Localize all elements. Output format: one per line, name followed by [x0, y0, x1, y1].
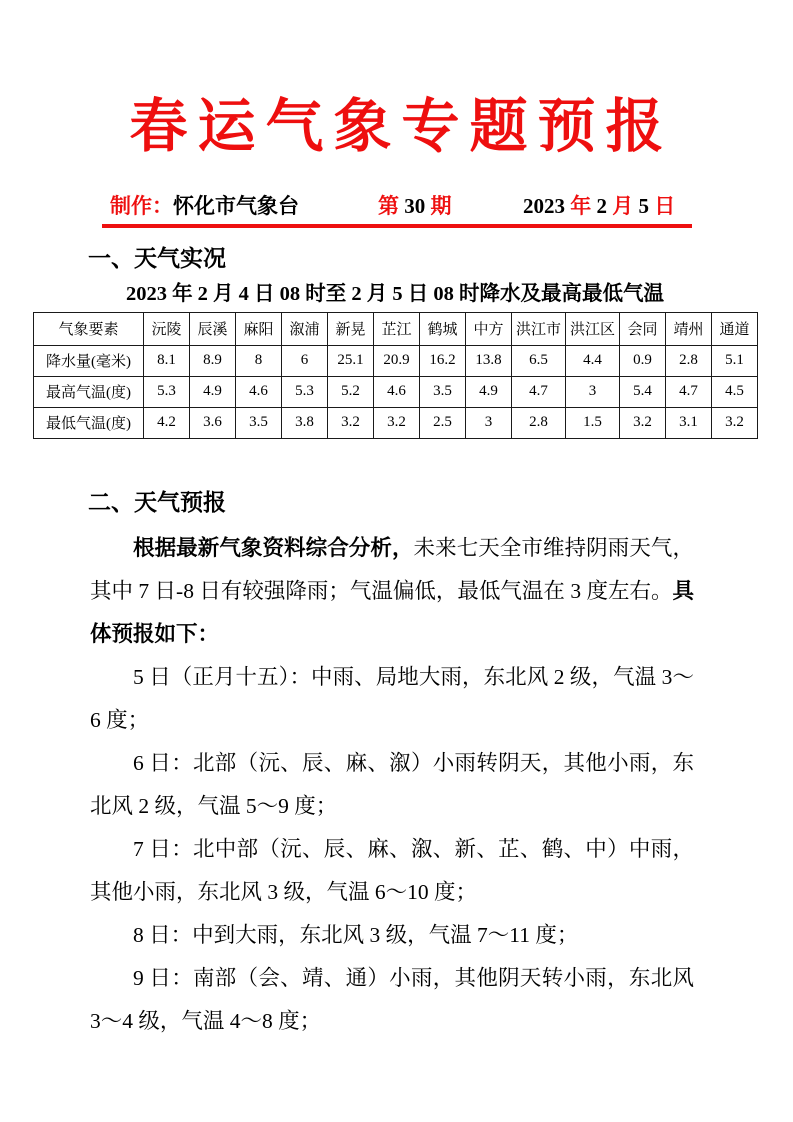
intro-bold-lead: 根据最新气象资料综合分析， [133, 535, 414, 560]
forecast-paragraph-day7: 7 日：北中部（沅、辰、麻、溆、新、芷、鹤、中）中雨，其他小雨，东北风 3 级，气温 6～10 度； [90, 836, 694, 904]
table-cell: 2.8 [666, 345, 712, 376]
table-header-row [34, 312, 758, 345]
table-header-cell: 洪江市 [512, 312, 566, 345]
publish-date [523, 190, 675, 220]
table-cell: 25.1 [328, 345, 374, 376]
forecast-paragraph-day5: 5 日（正月十五）：中雨、局地大雨，东北风 2 级，气温 3～6 度； [90, 664, 694, 732]
table-cell: 4.5 [712, 376, 758, 407]
table-cell: 8.9 [190, 345, 236, 376]
table-cell: 4.2 [144, 407, 190, 438]
table-header-cell: 中方 [466, 312, 512, 345]
table-cell: 2.8 [512, 407, 566, 438]
table-header-cell: 洪江区 [566, 312, 620, 345]
table-header-cell: 靖州 [666, 312, 712, 345]
document-title: 春运气象专题预报 [129, 94, 674, 159]
table-header-cell: 沅陵 [144, 312, 190, 345]
table-cell: 4.9 [190, 376, 236, 407]
table-cell: 3 [466, 407, 512, 438]
table-cell: 20.9 [374, 345, 420, 376]
table-row-min-temp [34, 407, 758, 438]
table-cell: 4.6 [236, 376, 282, 407]
date-year-unit: 年 [565, 194, 597, 219]
date-day-unit: 日 [649, 194, 676, 219]
issue-suffix: 期 [425, 194, 452, 219]
maker-info [110, 190, 299, 220]
table-cell: 8 [236, 345, 282, 376]
table-cell: 5.3 [144, 376, 190, 407]
table-cell: 3.2 [620, 407, 666, 438]
table-header-cell: 新晃 [328, 312, 374, 345]
issue-value: 30 [404, 194, 426, 219]
section-weather-actual-heading: 一、天气实况 [88, 245, 226, 271]
date-month: 2 [596, 194, 607, 219]
table-cell: 13.8 [466, 345, 512, 376]
table-row-max-temp [34, 376, 758, 407]
table-header-cell: 气象要素 [34, 312, 144, 345]
table-cell: 3.2 [374, 407, 420, 438]
table-cell: 3.1 [666, 407, 712, 438]
table-header-cell: 通道 [712, 312, 758, 345]
table-cell: 4.6 [374, 376, 420, 407]
intro-bold-tail: 具体预报如下： [90, 578, 694, 646]
table-header-cell: 辰溪 [190, 312, 236, 345]
section-forecast-heading: 二、天气预报 [88, 489, 226, 515]
maker-label: 制作： [110, 194, 173, 219]
table-header-cell: 芷江 [374, 312, 420, 345]
table-cell: 4.7 [512, 376, 566, 407]
row-label-cell: 降水量(毫米) [34, 345, 144, 376]
table-header-cell: 会同 [620, 312, 666, 345]
table-header-cell: 麻阳 [236, 312, 282, 345]
table-cell: 1.5 [566, 407, 620, 438]
date-month-unit: 月 [607, 194, 639, 219]
row-label-cell: 最低气温(度) [34, 407, 144, 438]
weather-table [33, 312, 758, 439]
forecast-paragraph-day8: 8 日：中到大雨，东北风 3 级，气温 7～11 度； [133, 922, 579, 947]
intro-body-text: 未来七天全市维持阴雨天气，其中 7 日-8 日有较强降雨；气温偏低，最低气温在 3 度左右。 [90, 535, 694, 603]
table-cell: 6 [282, 345, 328, 376]
table-cell: 4.7 [666, 376, 712, 407]
forecast-paragraph-day9: 9 日：南部（会、靖、通）小雨，其他阴天转小雨，东北风 3～4 级，气温 4～8 度； [90, 965, 694, 1033]
date-year: 2023 [523, 194, 565, 219]
table-cell: 4.9 [466, 376, 512, 407]
table-cell: 3.2 [328, 407, 374, 438]
table-cell: 5.1 [712, 345, 758, 376]
table-cell: 3 [566, 376, 620, 407]
table-cell: 3.8 [282, 407, 328, 438]
issue-number [378, 190, 452, 220]
table-cell: 6.5 [512, 345, 566, 376]
table-cell: 3.2 [712, 407, 758, 438]
red-divider [102, 224, 692, 228]
row-label-cell: 最高气温(度) [34, 376, 144, 407]
table-cell: 3.5 [236, 407, 282, 438]
table-cell: 2.5 [420, 407, 466, 438]
table-cell: 5.2 [328, 376, 374, 407]
meta-row [0, 190, 793, 219]
maker-name: 怀化市气象台 [173, 194, 299, 219]
issue-prefix: 第 [378, 194, 405, 219]
table-cell: 4.4 [566, 345, 620, 376]
table-row-precipitation [34, 345, 758, 376]
table-cell: 3.6 [190, 407, 236, 438]
forecast-intro-paragraph [90, 527, 694, 656]
table-cell: 8.1 [144, 345, 190, 376]
forecast-paragraph-day6: 6 日：北部（沅、辰、麻、溆）小雨转阴天，其他小雨，东北风 2 级，气温 5～9 度； [90, 750, 694, 818]
table-header-cell: 溆浦 [282, 312, 328, 345]
table-cell: 3.5 [420, 376, 466, 407]
weather-table-title: 2023 年 2 月 4 日 08 时至 2 月 5 日 08 时降水及最高最低气温 [125, 282, 665, 305]
date-day: 5 [638, 194, 649, 219]
table-header-cell: 鹤城 [420, 312, 466, 345]
table-cell: 5.3 [282, 376, 328, 407]
table-cell: 5.4 [620, 376, 666, 407]
table-cell: 0.9 [620, 345, 666, 376]
table-cell: 16.2 [420, 345, 466, 376]
